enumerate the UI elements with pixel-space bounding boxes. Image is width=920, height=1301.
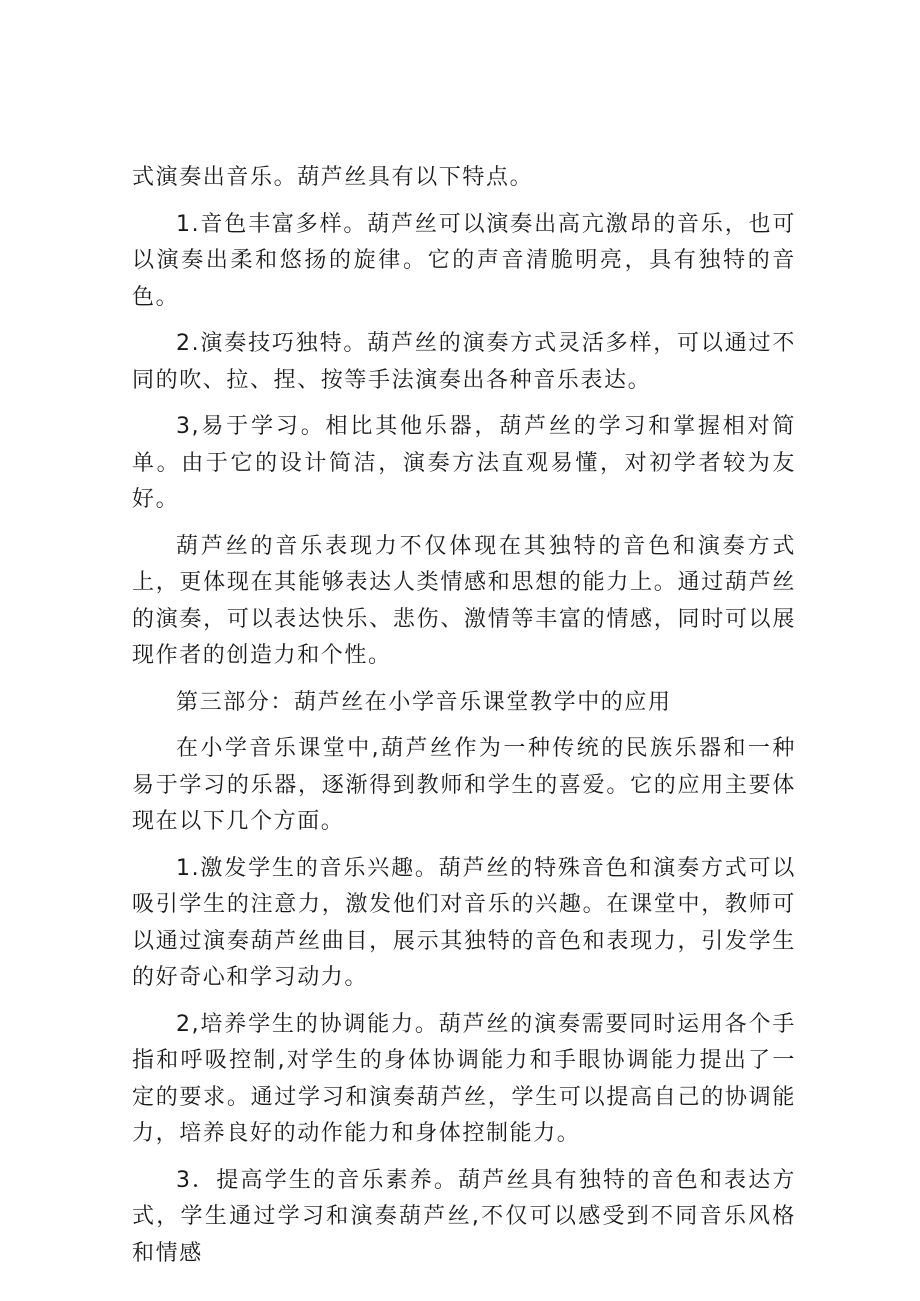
paragraph-feature-3: 3,易于学习。相比其他乐器，葫芦丝的学习和掌握相对简单。由于它的设计简洁，演奏方法直观易懂，对初学者较为友好。 [132, 414, 796, 512]
paragraph-feature-2: 2.演奏技巧独特。葫芦丝的演奏方式灵活多样，可以通过不同的吹、拉、捏、按等手法演奏出各种音乐表达。 [132, 331, 796, 393]
paragraph-application-1: 1.激发学生的音乐兴趣。葫芦丝的特殊音色和演奏方式可以吸引学生的注意力，激发他们对音乐的兴趣。在课堂中，教师可以通过演奏葫芦丝曲目，展示其独特的音色和表现力，引发学生的好奇心和学习动力。 [132, 855, 796, 990]
paragraph-classroom-intro: 在小学音乐课堂中,葫芦丝作为一种传统的民族乐器和一种易于学习的乐器，逐渐得到教师和学生的喜爱。它的应用主要体现在以下几个方面。 [132, 736, 796, 834]
paragraph-feature-1: 1.音色丰富多样。葫芦丝可以演奏出高亢激昂的音乐，也可以演奏出柔和悠扬的旋律。它的声音清脆明亮，具有独特的音色。 [132, 211, 796, 310]
section-heading-part-three: 第三部分：葫芦丝在小学音乐课堂教学中的应用 [176, 689, 672, 715]
paragraph-application-3: 3．提高学生的音乐素养。葫芦丝具有独特的音色和表达方式，学生通过学习和演奏葫芦丝,不仅可以感受到不同音乐风格和情感 [132, 1167, 796, 1266]
paragraph-expressiveness: 葫芦丝的音乐表现力不仅体现在其独特的音色和演奏方式上，更体现在其能够表达人类情感和思想的能力上。通过葫芦丝的演奏，可以表达快乐、悲伤、激情等丰富的情感，同时可以展现作者的创造力和个性。 [132, 533, 796, 668]
paragraph-continuation: 式演奏出音乐。葫芦丝具有以下特点。 [132, 165, 534, 190]
paragraph-application-2: 2,培养学生的协调能力。葫芦丝的演奏需要同时运用各个手指和呼吸控制,对学生的身体协调能力和手眼协调能力提出了一定的要求。通过学习和演奏葫芦丝，学生可以提高自己的协调能力，培养良好的动作能力和身体控制能力。 [132, 1011, 796, 1146]
document-body [132, 160, 796, 1282]
